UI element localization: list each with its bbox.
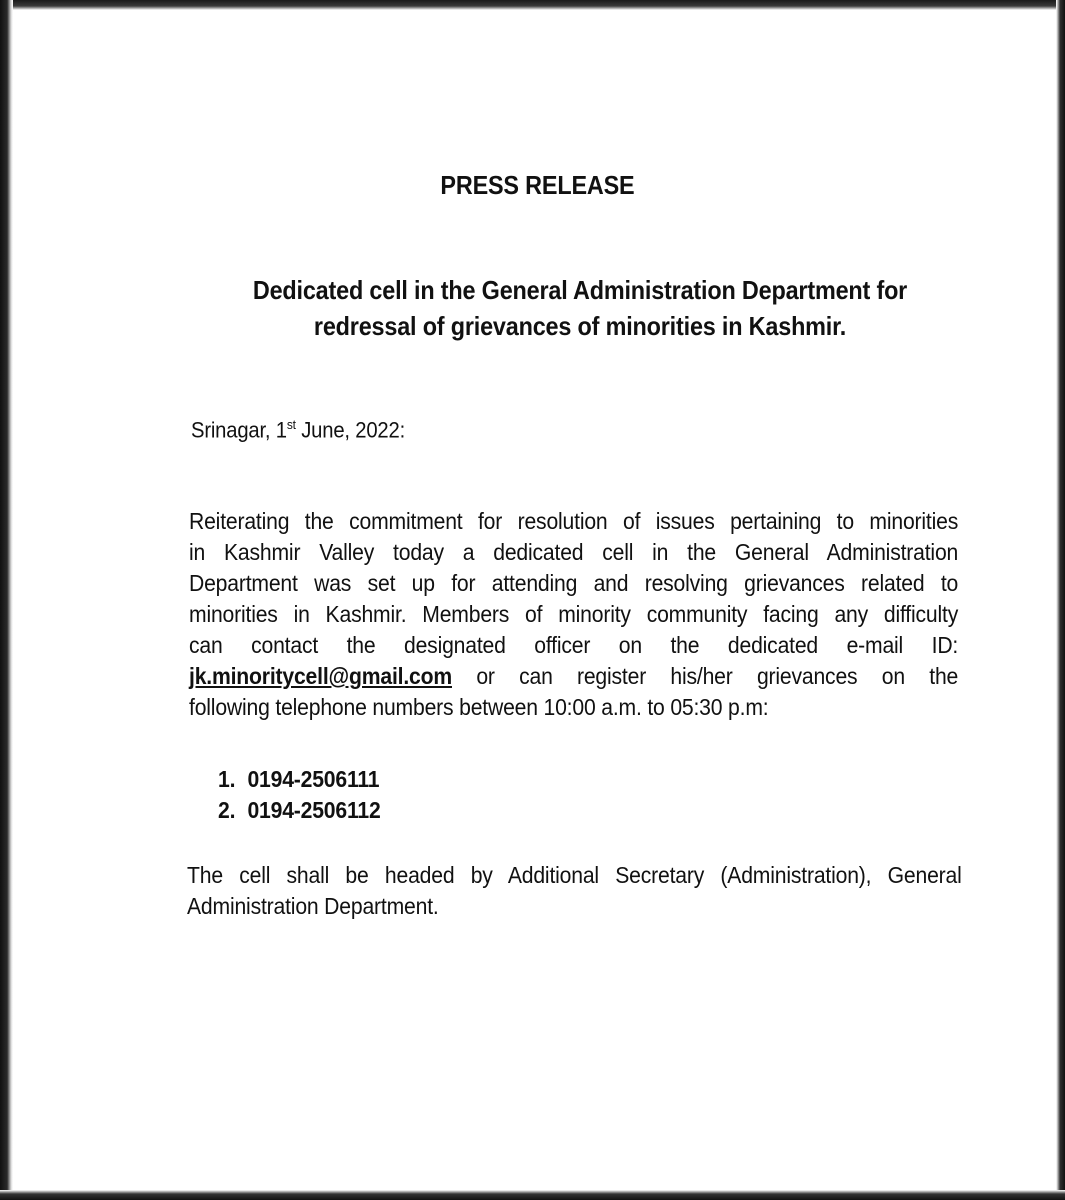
- body-line-7: following telephone numbers between 10:00 a.m. to 05:30 p.m:: [189, 694, 769, 720]
- body-line-6: [189, 661, 958, 692]
- scan-edge-top: [0, 0, 1065, 10]
- body-line-2: in Kashmir Valley today a dedicated cell in the General Administration: [189, 539, 959, 565]
- dateline-place: Srinagar, 1: [191, 417, 287, 443]
- closing-paragraph: [187, 860, 962, 922]
- scan-edge-left: [0, 0, 13, 1200]
- closing-line-1: The cell shall be headed by Additional Secretary (Administration), General: [187, 862, 962, 888]
- phone-number: 0194-2506111: [247, 766, 380, 792]
- closing-line-2: Administration Department.: [187, 893, 439, 919]
- list-item: [218, 764, 381, 795]
- list-index: 1.: [218, 766, 236, 792]
- dateline: [191, 410, 405, 445]
- body-line-3: Department was set up for attending and resolving grievances related to: [189, 570, 959, 596]
- scan-edge-right: [1056, 0, 1065, 1200]
- body-paragraph: [189, 506, 958, 723]
- subtitle-line-1: Dedicated cell in the General Administration Department for: [252, 275, 908, 305]
- list-item: [218, 795, 381, 826]
- dateline-date: June, 2022:: [295, 417, 406, 443]
- press-release-subtitle: [184, 272, 976, 344]
- body-line-5: can contact the designated officer on the dedicated e-mail ID:: [189, 632, 959, 658]
- scan-edge-bottom: [0, 1190, 1065, 1200]
- dateline-ordinal: st: [286, 417, 296, 432]
- page-title: PRESS RELEASE: [440, 170, 635, 200]
- phone-number: 0194-2506112: [247, 797, 381, 823]
- body-line-6-rest: or can register his/her grievances on the: [451, 663, 959, 689]
- list-index: 2.: [218, 797, 236, 823]
- body-line-4: minorities in Kashmir. Members of minority community facing any difficulty: [189, 601, 959, 627]
- email-link[interactable]: jk.minoritycell@gmail.com: [189, 663, 452, 689]
- subtitle-line-2: redressal of grievances of minorities in Kashmir.: [313, 311, 847, 341]
- body-line-1: Reiterating the commitment for resolution of issues pertaining to minorities: [189, 508, 959, 534]
- phone-number-list: [218, 764, 381, 826]
